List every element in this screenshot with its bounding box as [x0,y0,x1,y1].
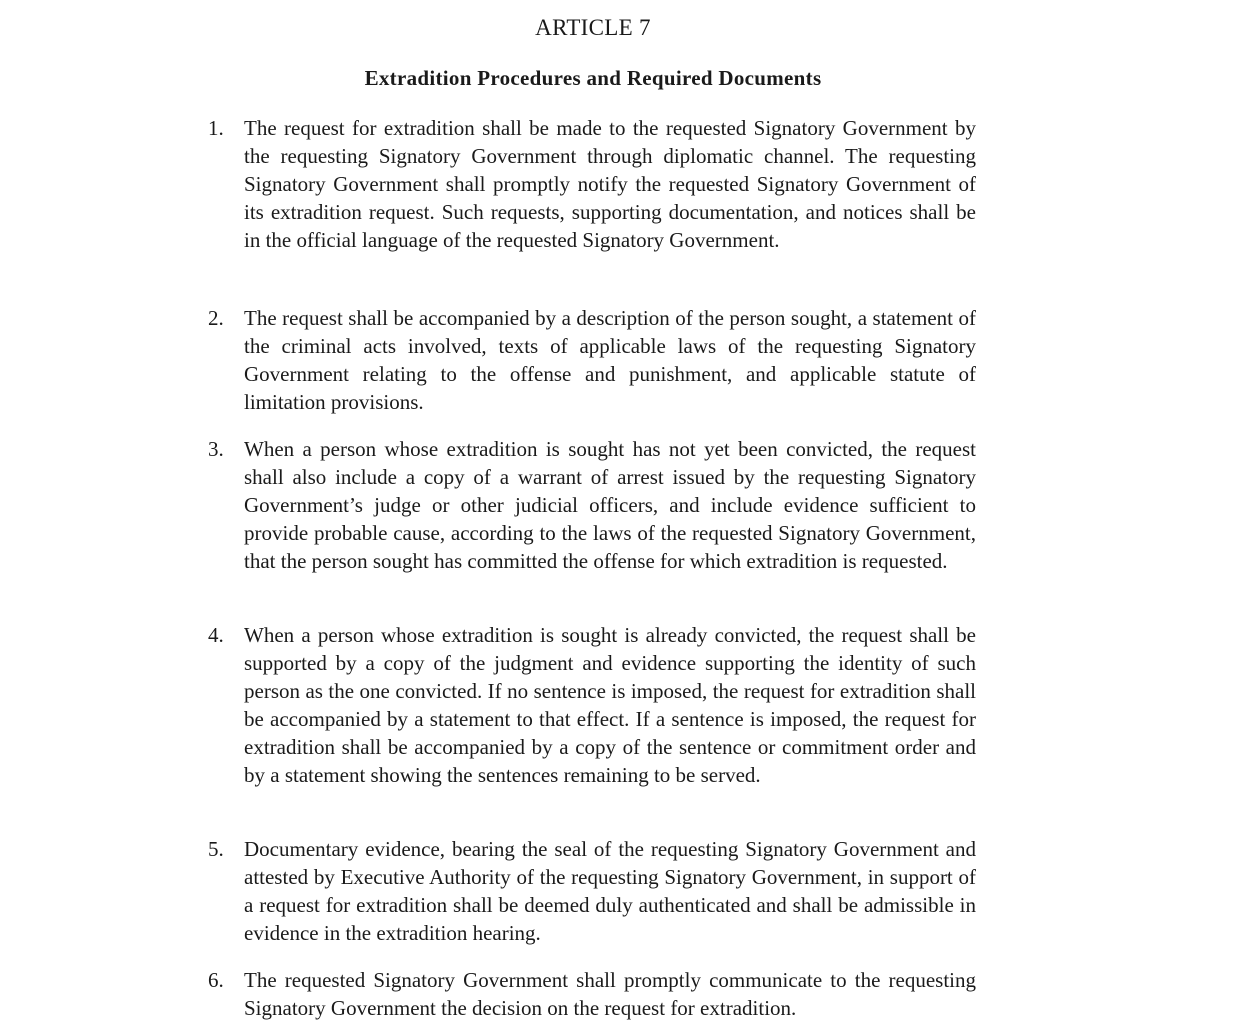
clause-number: 5. [208,837,224,861]
clause-text: Documentary evidence, bearing the seal of the requesting Signatory Government and attested by Executive Authority of the requesting Signatory Government, in support of a request for extradition shall be deemed duly authenticated and shall be admissible in evidence in the extradition hearing. [244,837,976,945]
clause-number: 4. [208,623,224,647]
article-subtitle: Extradition Procedures and Required Documents [364,66,822,90]
clause-number: 1. [208,116,224,140]
clause-number: 3. [208,437,224,461]
clause-number: 6. [208,968,224,992]
clause-text: When a person whose extradition is sought is already convicted, the request shall be supported by a copy of the judgment and evidence supporting the identity of such person as the one convicted. If no sentence is imposed, the request for extradition shall be accompanied by a statement to that effect. If a sentence is imposed, the request for extradition shall be accompanied by a copy of the sentence or commitment order and by a statement showing the sentences remaining to be served. [244,623,976,787]
clause-text: The requested Signatory Government shall promptly communicate to the requesting Signatory Government the decision on the request for extradition. [244,968,976,1020]
clause-text: The request shall be accompanied by a description of the person sought, a statement of the criminal acts involved, texts of applicable laws of the requesting Signatory Government relating to the offense and punishment, and applicable statute of limitation provisions. [244,306,976,414]
clause-text: When a person whose extradition is sought has not yet been convicted, the request shall also include a copy of a warrant of arrest issued by the requesting Signatory Government’s judge or other judicial officers, and include evidence sufficient to provide probable cause, according to the laws of the requested Signatory Government, that the person sought has committed the offense for which extradition is requested. [244,437,976,573]
clause-text: The request for extradition shall be made to the requested Signatory Government by the requesting Signatory Government through diplomatic channel. The requesting Signatory Government shall promptly notify the requested Signatory Government of its extradition request. Such requests, supporting documentation, and notices shall be in the official language of the requested Signatory Government. [244,116,976,252]
clause-number: 2. [208,306,224,330]
article-title: ARTICLE 7 [535,15,651,40]
